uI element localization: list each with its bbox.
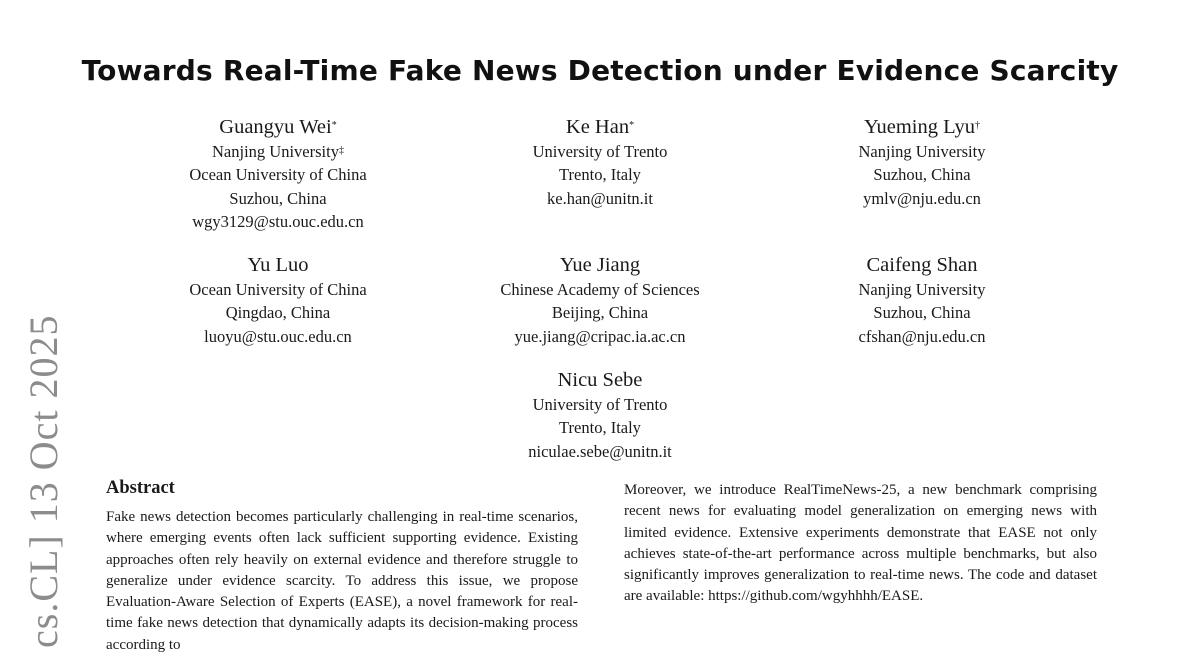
abstract-text-left	[106, 507, 578, 656]
author-email[interactable]: yue.jiang@cripac.ia.ac.cn	[514, 326, 686, 346]
author-block	[450, 252, 750, 348]
author-name: Yue Jiang	[559, 254, 641, 276]
abstract-text-right	[624, 480, 1097, 608]
arxiv-sidebar-stamp: cs.CL] 13 Oct 2025	[21, 314, 66, 648]
author-email[interactable]: wgy3129@stu.ouc.edu.cn	[192, 211, 364, 231]
author-location: Trento, Italy	[559, 165, 641, 185]
author-block	[772, 114, 1072, 210]
author-location: Qingdao, China	[225, 303, 331, 323]
author-block	[128, 114, 428, 233]
author-block	[450, 367, 750, 463]
author-name: Ke Han*	[565, 116, 635, 138]
author-email[interactable]: cfshan@nju.edu.cn	[858, 326, 986, 346]
author-location: Suzhou, China	[873, 303, 971, 323]
author-affiliation: Nanjing University	[858, 142, 986, 161]
author-name: Nicu Sebe	[557, 369, 643, 391]
author-affiliation: Nanjing University‡	[212, 142, 344, 161]
author-affiliation: Ocean University of China	[189, 165, 367, 185]
author-block	[772, 252, 1072, 348]
author-name: Yu Luo	[247, 254, 309, 276]
author-location: Suzhou, China	[229, 188, 327, 208]
author-email[interactable]: luoyu@stu.ouc.edu.cn	[204, 326, 352, 346]
author-name: Yueming Lyu†	[863, 116, 981, 138]
author-affiliation: University of Trento	[532, 395, 668, 414]
author-affiliation: Chinese Academy of Sciences	[500, 280, 700, 299]
author-block	[128, 252, 428, 348]
author-affiliation: University of Trento	[532, 142, 668, 161]
author-affiliation: Nanjing University	[858, 280, 986, 299]
author-location: Trento, Italy	[559, 418, 641, 438]
abstract-paragraph: Fake news detection becomes particularly challenging in real-time scenarios, where emerging events often lack sufficient supporting evidence. Existing approaches often rely heavily on external evidence and therefore struggle to generalize under evidence scarcity. To address this issue, we propose Evaluation-Aware Selection of Experts (EASE), a novel framework for real-time fake news detection that dynamically adapts its decision-making process according to	[106, 509, 578, 653]
author-block	[450, 114, 750, 210]
author-email[interactable]: niculae.sebe@unitn.it	[528, 441, 672, 461]
author-location: Suzhou, China	[873, 165, 971, 185]
author-affiliation: Ocean University of China	[189, 280, 367, 299]
abstract-heading: Abstract	[106, 478, 175, 498]
author-name: Guangyu Wei*	[219, 116, 337, 138]
author-name: Caifeng Shan	[866, 254, 978, 276]
paper-title: Towards Real-Time Fake News Detection under Evidence Scarcity	[81, 54, 1119, 87]
author-email[interactable]: ke.han@unitn.it	[547, 188, 653, 208]
author-email[interactable]: ymlv@nju.edu.cn	[863, 188, 981, 208]
abstract-paragraph: Moreover, we introduce RealTimeNews-25, a new benchmark comprising recent news for evaluating model generalization on emerging news with limited evidence. Extensive experiments demonstrate that EASE not only achieves state-of-the-art performance across multiple benchmarks, but also significantly improves generalization to real-time news. The code and dataset are available: https://github.com/wgyhhhh/EASE.	[624, 482, 1097, 605]
author-location: Beijing, China	[551, 303, 649, 323]
